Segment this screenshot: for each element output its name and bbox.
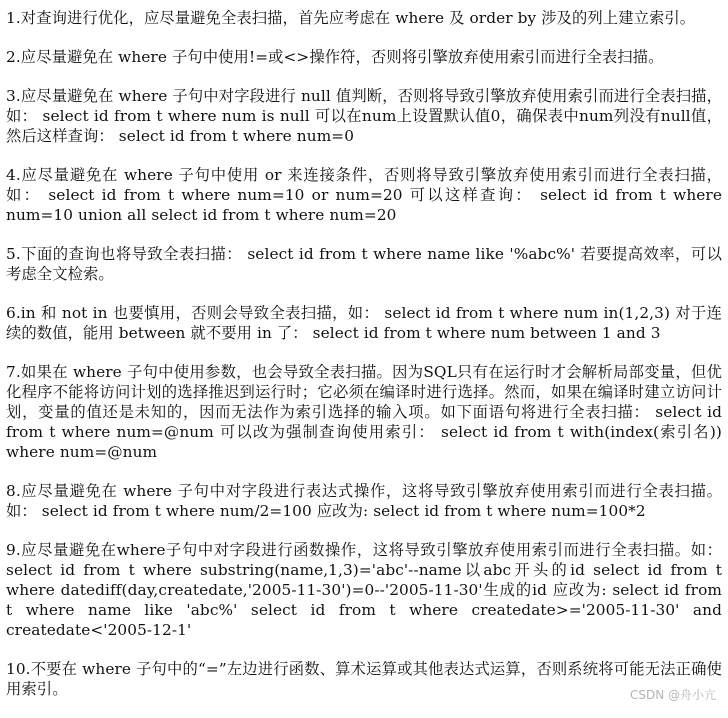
- tip-6: [6, 303, 722, 343]
- tip-text: 4.应尽量避免在 where 子句中使用 or 来连接条件，否则将导致引擎放弃使用索引而进行全表扫描，如： select id from t where num=10 or num=20 可以这样查询： select id from t where num=10 union all select id from t where num=20: [6, 166, 722, 224]
- tip-text: 2.应尽量避免在 where 子句中使用!=或<>操作符，否则将引擎放弃使用索引而进行全表扫描。: [6, 48, 664, 66]
- tip-8: [6, 481, 722, 521]
- tip-text: 7.如果在 where 子句中使用参数，也会导致全表扫描。因为SQL只有在运行时才会解析局部变量，但优化程序不能将访问计划的选择推迟到运行时；它必须在编译时进行选择。然而，如果在编译时建立访问计划，变量的值还是未知的，因而无法作为索引选择的输入项。如下面语句将进行全表扫描： select id from t where num=@num 可以改为强制查询使用索引： select id from t with(index(索引名)) where num=@num: [6, 363, 722, 461]
- tip-2: [6, 47, 722, 67]
- tip-9: [6, 540, 722, 640]
- tip-text: 1.对查询进行优化，应尽量避免全表扫描，首先应考虑在 where 及 order by 涉及的列上建立索引。: [6, 9, 696, 27]
- tip-text: 10.不要在 where 子句中的“=”左边进行函数、算术运算或其他表达式运算，否则系统将可能无法正确使用索引。: [6, 660, 722, 698]
- tip-5: [6, 244, 722, 284]
- tip-text: 9.应尽量避免在where子句中对字段进行函数操作，这将导致引擎放弃使用索引而进行全表扫描。如： select id from t where substring(name,1,3)='abc'--name以abc开头的id select id from t where datediff(day,createdate,'2005-11-30')=0--'2005-11-30'生成的id 应改为: select id from t where name like 'abc%' select id from t where createdate>='2005-11-30' and createdate<'2005-12-1': [6, 541, 722, 639]
- tip-text: 5.下面的查询也将导致全表扫描： select id from t where name like '%abc%' 若要提高效率，可以考虑全文检索。: [6, 245, 722, 283]
- tip-10: [6, 659, 722, 699]
- tip-7: [6, 362, 722, 462]
- csdn-watermark: CSDN @舟小亢: [629, 688, 716, 702]
- document-body: [6, 8, 722, 718]
- tip-text: 6.in 和 not in 也要慎用，否则会导致全表扫描，如： select id from t where num in(1,2,3) 对于连续的数值，能用 between 就不要用 in 了： select id from t where num between 1 and 3: [6, 304, 722, 342]
- tip-1: [6, 8, 722, 28]
- tip-text: 8.应尽量避免在 where 子句中对字段进行表达式操作，这将导致引擎放弃使用索引而进行全表扫描。如： select id from t where num/2=100 应改为: select id from t where num=100*2: [6, 482, 722, 520]
- tip-4: [6, 165, 722, 225]
- tip-3: [6, 86, 722, 146]
- tip-text: 3.应尽量避免在 where 子句中对字段进行 null 值判断，否则将导致引擎放弃使用索引而进行全表扫描，如： select id from t where num is null 可以在num上设置默认值0，确保表中num列没有null值，然后这样查询： select id from t where num=0: [6, 87, 722, 145]
